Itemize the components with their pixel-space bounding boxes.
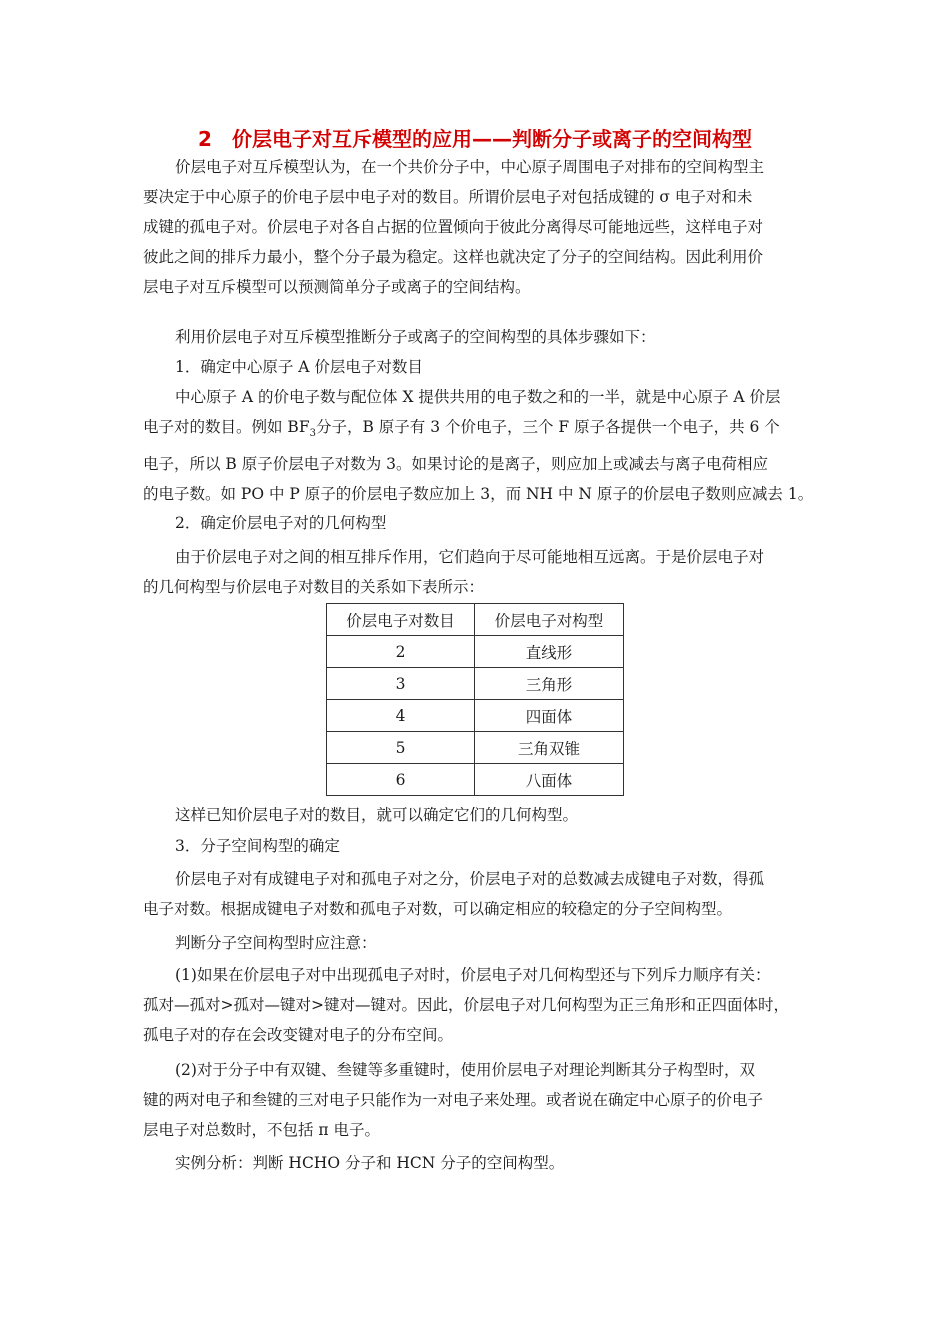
note1-line: (1)如果在价层电子对中出现孤电子对时，价层电子对几何构型还与下列斥力顺序有关： bbox=[175, 966, 771, 984]
note2-line: (2)对于分子中有双键、叁键等多重键时，使用价层电子对理论判断其分子构型时，双 bbox=[175, 1061, 755, 1079]
table-header-row bbox=[327, 604, 624, 636]
table-cell: 八面体 bbox=[475, 764, 624, 796]
example-text: 实例分析：判断 HCHO 分子和 HCN 分子的空间构型。 bbox=[175, 1154, 565, 1172]
note2-line: 层电子对总数时，不包括 π 电子。 bbox=[143, 1121, 381, 1139]
intro-line: 成键的孤电子对。价层电子对各自占据的位置倾向于彼此分离得尽可能地远些，这样电子对 bbox=[143, 218, 764, 236]
table-row bbox=[327, 764, 624, 796]
step2-line: 由于价层电子对之间的相互排斥作用，它们趋向于尽可能地相互远离。于是价层电子对 bbox=[175, 548, 765, 566]
table-header: 价层电子对数目 bbox=[327, 604, 475, 636]
intro-line: 要决定于中心原子的价电子层中电子对的数目。所谓价层电子对包括成键的 σ 电子对和未 bbox=[143, 188, 753, 206]
step1-heading: 1．确定中心原子 A 价层电子对数目 bbox=[175, 358, 423, 376]
notes-heading: 判断分子空间构型时应注意： bbox=[175, 934, 377, 952]
intro-line: 彼此之间的排斥力最小，整个分子最为稳定。这样也就决定了分子的空间结构。因此利用价 bbox=[143, 248, 764, 266]
note1-line: 孤对—孤对>孤对—键对>键对—键对。因此，价层电子对几何构型为正三角形和正四面体时， bbox=[143, 996, 789, 1014]
table-row bbox=[327, 732, 624, 764]
table-cell: 5 bbox=[327, 732, 475, 764]
table-header: 价层电子对构型 bbox=[475, 604, 624, 636]
after-table-text: 这样已知价层电子对的数目，就可以确定它们的几何构型。 bbox=[175, 806, 579, 824]
table-row bbox=[327, 700, 624, 732]
intro-paragraph bbox=[143, 152, 813, 302]
intro-line: 价层电子对互斥模型认为，在一个共价分子中，中心原子周围电子对排布的空间构型主 bbox=[175, 158, 765, 176]
table-row bbox=[327, 668, 624, 700]
step3-line: 价层电子对有成键电子对和孤电子对之分，价层电子对的总数减去成键电子对数，得孤 bbox=[175, 870, 765, 888]
table-row bbox=[327, 636, 624, 668]
table-cell: 3 bbox=[327, 668, 475, 700]
step1-line-text: 分子，B 原子有 3 个价电子，三个 F 原子各提供一个电子，共 6 个 bbox=[315, 418, 780, 436]
step2-paragraph bbox=[143, 542, 813, 602]
step1-line: 的电子数。如 PO 中 P 原子的价层电子数应加上 3，而 NH 中 N 原子的价层电子数则应减去 1。 bbox=[143, 485, 814, 504]
step2-heading: 2．确定价层电子对的几何构型 bbox=[175, 514, 387, 532]
table-cell: 6 bbox=[327, 764, 475, 796]
note1-line: 孤电子对的存在会改变键对电子的分布空间。 bbox=[143, 1026, 454, 1044]
step1-line-text: 电子对的数目。例如 BF bbox=[143, 418, 310, 436]
table-cell: 三角双锥 bbox=[475, 732, 624, 764]
intro-line: 层电子对互斥模型可以预测简单分子或离子的空间结构。 bbox=[143, 278, 531, 296]
note1-paragraph bbox=[143, 960, 813, 1050]
step3-paragraph bbox=[143, 864, 813, 924]
section-title: 2 价层电子对互斥模型的应用——判断分子或离子的空间构型 bbox=[198, 127, 752, 151]
table-cell: 三角形 bbox=[475, 668, 624, 700]
note2-line: 键的两对电子和叁键的三对电子只能作为一对电子来处理。或者说在确定中心原子的价电子 bbox=[143, 1091, 764, 1109]
subscript: 3 bbox=[309, 428, 316, 440]
table-cell: 2 bbox=[327, 636, 475, 668]
step3-heading: 3．分子空间构型的确定 bbox=[175, 837, 340, 855]
steps-intro: 利用价层电子对互斥模型推断分子或离子的空间构型的具体步骤如下： bbox=[175, 328, 656, 346]
step1-line: 电子，所以 B 原子价层电子对数为 3。如果讨论的是离子，则应加上或减去与离子电荷相应 bbox=[143, 455, 769, 474]
step1-line: 中心原子 A 的价电子数与配位体 X 提供共用的电子数之和的一半，就是中心原子 A 价层 bbox=[175, 388, 781, 406]
vsepr-table bbox=[326, 603, 624, 796]
step3-line: 电子对数。根据成键电子对数和孤电子对数，可以确定相应的较稳定的分子空间构型。 bbox=[143, 900, 733, 918]
step2-line: 的几何构型与价层电子对数目的关系如下表所示： bbox=[143, 578, 485, 596]
table-cell: 四面体 bbox=[475, 700, 624, 732]
note2-paragraph bbox=[143, 1055, 813, 1145]
step1-paragraph bbox=[143, 382, 813, 509]
table-cell: 直线形 bbox=[475, 636, 624, 668]
table-cell: 4 bbox=[327, 700, 475, 732]
step1-line bbox=[143, 412, 813, 449]
